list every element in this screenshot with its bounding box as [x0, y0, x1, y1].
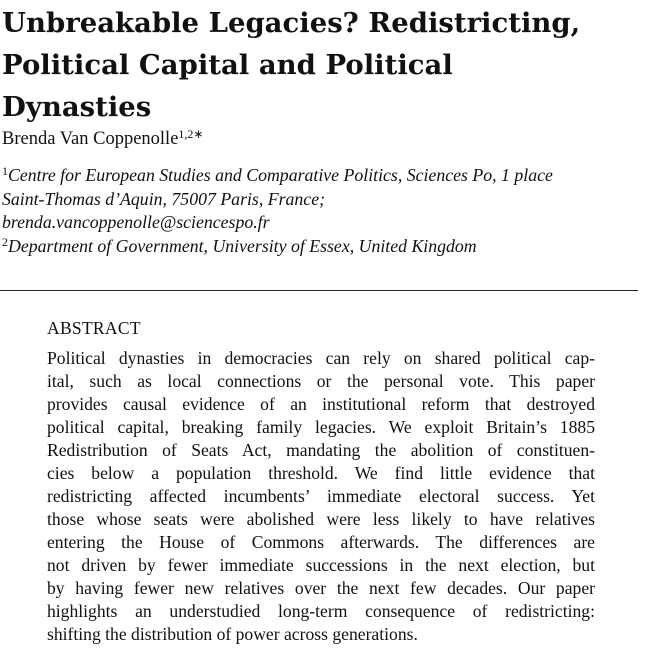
- abstract-heading: ABSTRACT: [47, 318, 141, 338]
- affiliation-1-line-2: Saint-Thomas d’Aquin, 75007 Paris, France;: [2, 188, 326, 209]
- author-line: [2, 128, 203, 150]
- abstract-line: political capital, breaking family legacies. We exploit Britain’s 1885: [47, 417, 595, 437]
- abstract-line: cies below a population threshold. We find little evidence that: [47, 463, 595, 483]
- affiliation-1-mark: 1: [2, 164, 8, 178]
- title-line-2: Political Capital and Political: [2, 49, 453, 81]
- section-divider: [0, 290, 638, 291]
- abstract-line: redistricting affected incumbents’ immediate electoral success. Yet: [47, 486, 595, 506]
- affiliation-2-line-1: $^2$Department of Government, University of Essex, United Kingdom: [2, 234, 477, 256]
- abstract-line: Redistribution of Seats Act, mandating the abolition of constituen-: [47, 440, 595, 460]
- abstract-line: by having fewer new relatives over the next few decades. Our paper: [47, 578, 595, 598]
- title-line-3: Dynasties: [2, 91, 152, 123]
- abstract-line: ital, such as local connections or the personal vote. This paper: [47, 371, 595, 391]
- abstract-line: shifting the distribution of power across generations.: [47, 624, 418, 644]
- abstract-line: highlights an understudied long-term consequence of redistricting:: [47, 601, 595, 621]
- affiliation-1-line-1: $^1$Centre for European Studies and Comparative Politics, Sciences Po, 1 place: [2, 164, 553, 185]
- affiliation-2-mark: 2: [2, 234, 8, 249]
- author-affiliation-marks: 1,2∗: [178, 127, 204, 141]
- paper-title: [2, 2, 642, 128]
- affiliation-1-email: brenda.vancoppenolle@sciencespo.fr: [2, 212, 270, 232]
- author-name: Brenda Van Coppenolle: [2, 129, 179, 149]
- abstract-line: Political dynasties in democracies can rely on shared political cap-: [47, 348, 595, 368]
- title-line-1: Unbreakable Legacies? Redistricting,: [2, 7, 581, 39]
- abstract-line: those whose seats were abolished were less likely to have relatives: [47, 509, 595, 529]
- abstract-line: provides causal evidence of an institutional reform that destroyed: [47, 394, 595, 414]
- abstract-body: [47, 347, 595, 646]
- affiliations: [2, 164, 648, 258]
- abstract-line: not driven by fewer immediate successions in the next election, but: [47, 555, 595, 575]
- abstract-line: entering the House of Commons afterwards. The differences are: [47, 532, 595, 552]
